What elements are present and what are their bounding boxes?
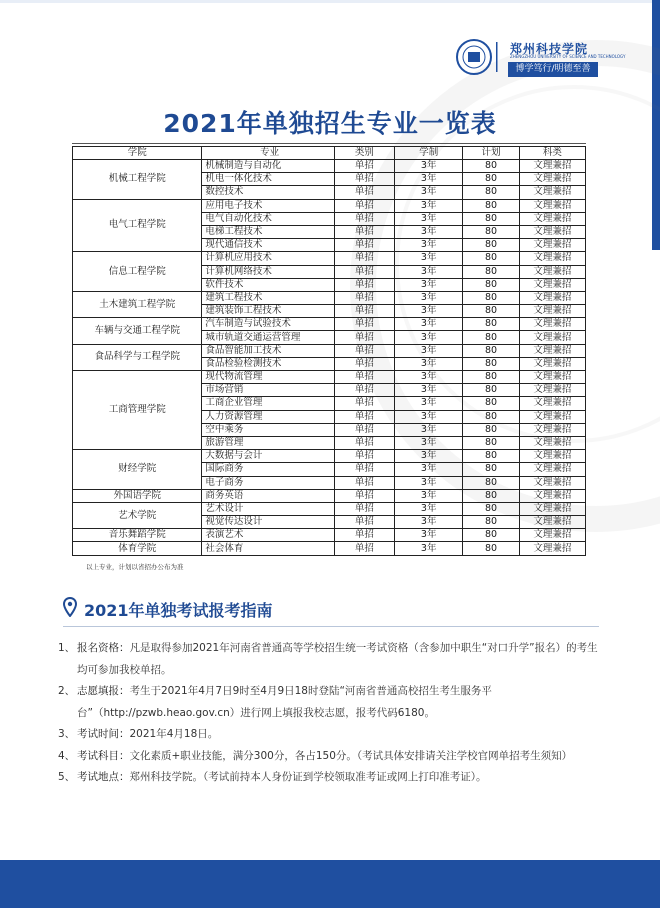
duration-cell: 3年 <box>395 225 463 238</box>
category-cell: 单招 <box>334 212 394 225</box>
duration-cell: 3年 <box>395 410 463 423</box>
header-duration: 学制 <box>395 147 463 160</box>
guide-list <box>58 638 603 789</box>
duration-cell: 3年 <box>395 239 463 252</box>
table-row <box>73 489 586 502</box>
college-cell: 艺术学院 <box>73 502 202 528</box>
plan-cell: 80 <box>463 252 519 265</box>
major-cell: 现代通信技术 <box>202 239 334 252</box>
duration-cell: 3年 <box>395 331 463 344</box>
plan-cell: 80 <box>463 291 519 304</box>
subject-cell: 文理兼招 <box>519 516 585 529</box>
guide-item-number: 2、 <box>58 685 76 697</box>
guide-divider <box>63 626 599 627</box>
plan-cell: 80 <box>463 186 519 199</box>
table-row <box>73 344 586 357</box>
duration-cell: 3年 <box>395 212 463 225</box>
category-cell: 单招 <box>334 436 394 449</box>
plan-cell: 80 <box>463 450 519 463</box>
major-cell: 食品检验检测技术 <box>202 357 334 370</box>
duration-cell: 3年 <box>395 278 463 291</box>
duration-cell: 3年 <box>395 489 463 502</box>
category-cell: 单招 <box>334 357 394 370</box>
table-row <box>73 252 586 265</box>
guide-item-text: 郑州科技学院。（考试前持本人身份证到学校领取准考证或网上打印准考证）。 <box>129 771 487 783</box>
major-cell: 数控技术 <box>202 186 334 199</box>
footer-band <box>0 860 660 908</box>
duration-cell: 3年 <box>395 423 463 436</box>
college-cell: 土木建筑工程学院 <box>73 291 202 317</box>
major-cell: 空中乘务 <box>202 423 334 436</box>
subject-cell: 文理兼招 <box>519 318 585 331</box>
category-cell: 单招 <box>334 476 394 489</box>
category-cell: 单招 <box>334 291 394 304</box>
table-row <box>73 371 586 384</box>
plan-cell: 80 <box>463 331 519 344</box>
guide-item-number: 1、 <box>58 642 76 654</box>
category-cell: 单招 <box>334 516 394 529</box>
plan-cell: 80 <box>463 502 519 515</box>
subject-cell: 文理兼招 <box>519 371 585 384</box>
major-cell: 旅游管理 <box>202 436 334 449</box>
table-row <box>73 450 586 463</box>
plan-cell: 80 <box>463 436 519 449</box>
major-cell: 软件技术 <box>202 278 334 291</box>
duration-cell: 3年 <box>395 436 463 449</box>
major-cell: 计算机网络技术 <box>202 265 334 278</box>
subject-cell: 文理兼招 <box>519 225 585 238</box>
guide-item <box>58 681 603 724</box>
duration-cell: 3年 <box>395 305 463 318</box>
category-cell: 单招 <box>334 542 394 555</box>
college-cell: 音乐舞蹈学院 <box>73 529 202 542</box>
major-cell: 机电一体化技术 <box>202 173 334 186</box>
page-title: 2021年单独招生专业一览表 <box>163 109 497 138</box>
table-note: 以上专业，计划以省招办公布为准 <box>86 563 184 571</box>
category-cell: 单招 <box>334 318 394 331</box>
table-row <box>73 502 586 515</box>
duration-cell: 3年 <box>395 450 463 463</box>
school-name: 郑州科技学院 <box>510 42 589 56</box>
guide-item <box>58 746 603 768</box>
guide-item-number: 4、 <box>58 749 76 762</box>
table-header-row <box>73 147 586 160</box>
guide-item-label: 考试时间： <box>77 728 130 740</box>
category-cell: 单招 <box>334 344 394 357</box>
plan-cell: 80 <box>463 542 519 555</box>
plan-cell: 80 <box>463 463 519 476</box>
guide-item <box>58 638 603 681</box>
duration-cell: 3年 <box>395 291 463 304</box>
plan-cell: 80 <box>463 371 519 384</box>
majors-table <box>72 146 586 556</box>
major-cell: 国际商务 <box>202 463 334 476</box>
guide-item-number: 5、 <box>58 771 76 783</box>
location-pin-icon <box>63 597 77 617</box>
major-cell: 计算机应用技术 <box>202 252 334 265</box>
subject-cell: 文理兼招 <box>519 476 585 489</box>
category-cell: 单招 <box>334 199 394 212</box>
plan-cell: 80 <box>463 265 519 278</box>
duration-cell: 3年 <box>395 160 463 173</box>
guide-item-number: 3、 <box>58 728 76 740</box>
plan-cell: 80 <box>463 318 519 331</box>
duration-cell: 3年 <box>395 463 463 476</box>
major-cell: 电子商务 <box>202 476 334 489</box>
subject-cell: 文理兼招 <box>519 305 585 318</box>
subject-cell: 文理兼招 <box>519 384 585 397</box>
duration-cell: 3年 <box>395 384 463 397</box>
subject-cell: 文理兼招 <box>519 357 585 370</box>
category-cell: 单招 <box>334 278 394 291</box>
major-cell: 表演艺术 <box>202 529 334 542</box>
guide-item-label: 考试科目： <box>77 749 130 762</box>
plan-cell: 80 <box>463 410 519 423</box>
college-cell: 财经学院 <box>73 450 202 490</box>
category-cell: 单招 <box>334 397 394 410</box>
plan-cell: 80 <box>463 212 519 225</box>
category-cell: 单招 <box>334 410 394 423</box>
subject-cell: 文理兼招 <box>519 463 585 476</box>
school-name-en: ZHENGZHOU UNIVERSITY OF SCIENCE AND TECHNOLOGY <box>510 54 626 59</box>
table-row <box>73 160 586 173</box>
plan-cell: 80 <box>463 173 519 186</box>
guide-title: 2021年单独考试报考指南 <box>84 601 273 620</box>
plan-cell: 80 <box>463 278 519 291</box>
header-plan: 计划 <box>463 147 519 160</box>
duration-cell: 3年 <box>395 357 463 370</box>
guide-item-text: 考生于2021年4月7日9时至4月9日18时登陆“河南省普通高校招生考生服务平台”（http://pzwb.heao.gov.cn）进行网上填报我校志愿，报考代码6180。 <box>77 685 492 719</box>
category-cell: 单招 <box>334 529 394 542</box>
subject-cell: 文理兼招 <box>519 252 585 265</box>
duration-cell: 3年 <box>395 318 463 331</box>
major-cell: 社会体育 <box>202 542 334 555</box>
category-cell: 单招 <box>334 252 394 265</box>
duration-cell: 3年 <box>395 265 463 278</box>
school-logo-icon <box>455 38 505 76</box>
duration-cell: 3年 <box>395 502 463 515</box>
plan-cell: 80 <box>463 489 519 502</box>
guide-item <box>58 724 603 746</box>
category-cell: 单招 <box>334 265 394 278</box>
plan-cell: 80 <box>463 397 519 410</box>
college-cell: 体育学院 <box>73 542 202 555</box>
major-cell: 视觉传达设计 <box>202 516 334 529</box>
duration-cell: 3年 <box>395 529 463 542</box>
major-cell: 电气自动化技术 <box>202 212 334 225</box>
college-cell: 机械工程学院 <box>73 160 202 200</box>
subject-cell: 文理兼招 <box>519 489 585 502</box>
major-cell: 机械制造与自动化 <box>202 160 334 173</box>
subject-cell: 文理兼招 <box>519 160 585 173</box>
subject-cell: 文理兼招 <box>519 436 585 449</box>
plan-cell: 80 <box>463 516 519 529</box>
duration-cell: 3年 <box>395 199 463 212</box>
major-cell: 电梯工程技术 <box>202 225 334 238</box>
plan-cell: 80 <box>463 476 519 489</box>
plan-cell: 80 <box>463 423 519 436</box>
major-cell: 大数据与会计 <box>202 450 334 463</box>
category-cell: 单招 <box>334 331 394 344</box>
major-cell: 汽车制造与试验技术 <box>202 318 334 331</box>
major-cell: 食品智能加工技术 <box>202 344 334 357</box>
plan-cell: 80 <box>463 344 519 357</box>
header-college: 学院 <box>73 147 202 160</box>
guide-item-text: 文化素质+职业技能，满分300分，各占150分。（考试具体安排请关注学校官网单招考生须知） <box>129 749 573 762</box>
plan-cell: 80 <box>463 529 519 542</box>
major-cell: 市场营销 <box>202 384 334 397</box>
table-row <box>73 542 586 555</box>
major-cell: 应用电子技术 <box>202 199 334 212</box>
subject-cell: 文理兼招 <box>519 542 585 555</box>
subject-cell: 文理兼招 <box>519 265 585 278</box>
category-cell: 单招 <box>334 489 394 502</box>
subject-cell: 文理兼招 <box>519 199 585 212</box>
duration-cell: 3年 <box>395 397 463 410</box>
guide-item-label: 报名资格： <box>77 642 130 654</box>
subject-cell: 文理兼招 <box>519 331 585 344</box>
major-cell: 商务英语 <box>202 489 334 502</box>
subject-cell: 文理兼招 <box>519 397 585 410</box>
category-cell: 单招 <box>334 371 394 384</box>
duration-cell: 3年 <box>395 173 463 186</box>
college-cell: 车辆与交通工程学院 <box>73 318 202 344</box>
category-cell: 单招 <box>334 450 394 463</box>
top-border <box>0 0 660 3</box>
college-cell: 工商管理学院 <box>73 371 202 450</box>
major-cell: 工商企业管理 <box>202 397 334 410</box>
category-cell: 单招 <box>334 463 394 476</box>
table-row <box>73 318 586 331</box>
guide-item-text: 2021年4月18日。 <box>129 728 219 740</box>
duration-cell: 3年 <box>395 542 463 555</box>
college-cell: 食品科学与工程学院 <box>73 344 202 370</box>
category-cell: 单招 <box>334 502 394 515</box>
duration-cell: 3年 <box>395 186 463 199</box>
plan-cell: 80 <box>463 357 519 370</box>
subject-cell: 文理兼招 <box>519 212 585 225</box>
category-cell: 单招 <box>334 225 394 238</box>
college-cell: 电气工程学院 <box>73 199 202 252</box>
duration-cell: 3年 <box>395 516 463 529</box>
plan-cell: 80 <box>463 160 519 173</box>
plan-cell: 80 <box>463 225 519 238</box>
table-row <box>73 529 586 542</box>
table-row <box>73 199 586 212</box>
category-cell: 单招 <box>334 160 394 173</box>
guide-item-text: 凡是取得参加2021年河南省普通高等学校招生统一考试资格（含参加中职生“对口升学”报名）的考生均可参加我校单招。 <box>77 642 598 676</box>
category-cell: 单招 <box>334 305 394 318</box>
plan-cell: 80 <box>463 305 519 318</box>
subject-cell: 文理兼招 <box>519 239 585 252</box>
subject-cell: 文理兼招 <box>519 502 585 515</box>
subject-cell: 文理兼招 <box>519 173 585 186</box>
subject-cell: 文理兼招 <box>519 423 585 436</box>
duration-cell: 3年 <box>395 476 463 489</box>
college-cell: 信息工程学院 <box>73 252 202 292</box>
subject-cell: 文理兼招 <box>519 450 585 463</box>
category-cell: 单招 <box>334 239 394 252</box>
duration-cell: 3年 <box>395 344 463 357</box>
duration-cell: 3年 <box>395 371 463 384</box>
category-cell: 单招 <box>334 384 394 397</box>
subject-cell: 文理兼招 <box>519 186 585 199</box>
college-cell: 外国语学院 <box>73 489 202 502</box>
subject-cell: 文理兼招 <box>519 344 585 357</box>
major-cell: 艺术设计 <box>202 502 334 515</box>
plan-cell: 80 <box>463 384 519 397</box>
header-major: 专业 <box>202 147 334 160</box>
table-row <box>73 291 586 304</box>
guide-item <box>58 767 603 789</box>
subject-cell: 文理兼招 <box>519 291 585 304</box>
school-motto: 博学笃行/明德至善 <box>508 62 598 77</box>
category-cell: 单招 <box>334 173 394 186</box>
major-cell: 人力资源管理 <box>202 410 334 423</box>
major-cell: 建筑工程技术 <box>202 291 334 304</box>
subject-cell: 文理兼招 <box>519 410 585 423</box>
subject-cell: 文理兼招 <box>519 529 585 542</box>
subject-cell: 文理兼招 <box>519 278 585 291</box>
header-subject: 科类 <box>519 147 585 160</box>
plan-cell: 80 <box>463 239 519 252</box>
major-cell: 建筑装饰工程技术 <box>202 305 334 318</box>
major-cell: 现代物流管理 <box>202 371 334 384</box>
guide-item-label: 考试地点： <box>77 771 130 783</box>
duration-cell: 3年 <box>395 252 463 265</box>
guide-item-label: 志愿填报： <box>77 685 130 697</box>
header-category: 类别 <box>334 147 394 160</box>
category-cell: 单招 <box>334 423 394 436</box>
major-cell: 城市轨道交通运营管理 <box>202 331 334 344</box>
plan-cell: 80 <box>463 199 519 212</box>
title-divider <box>72 143 586 144</box>
category-cell: 单招 <box>334 186 394 199</box>
